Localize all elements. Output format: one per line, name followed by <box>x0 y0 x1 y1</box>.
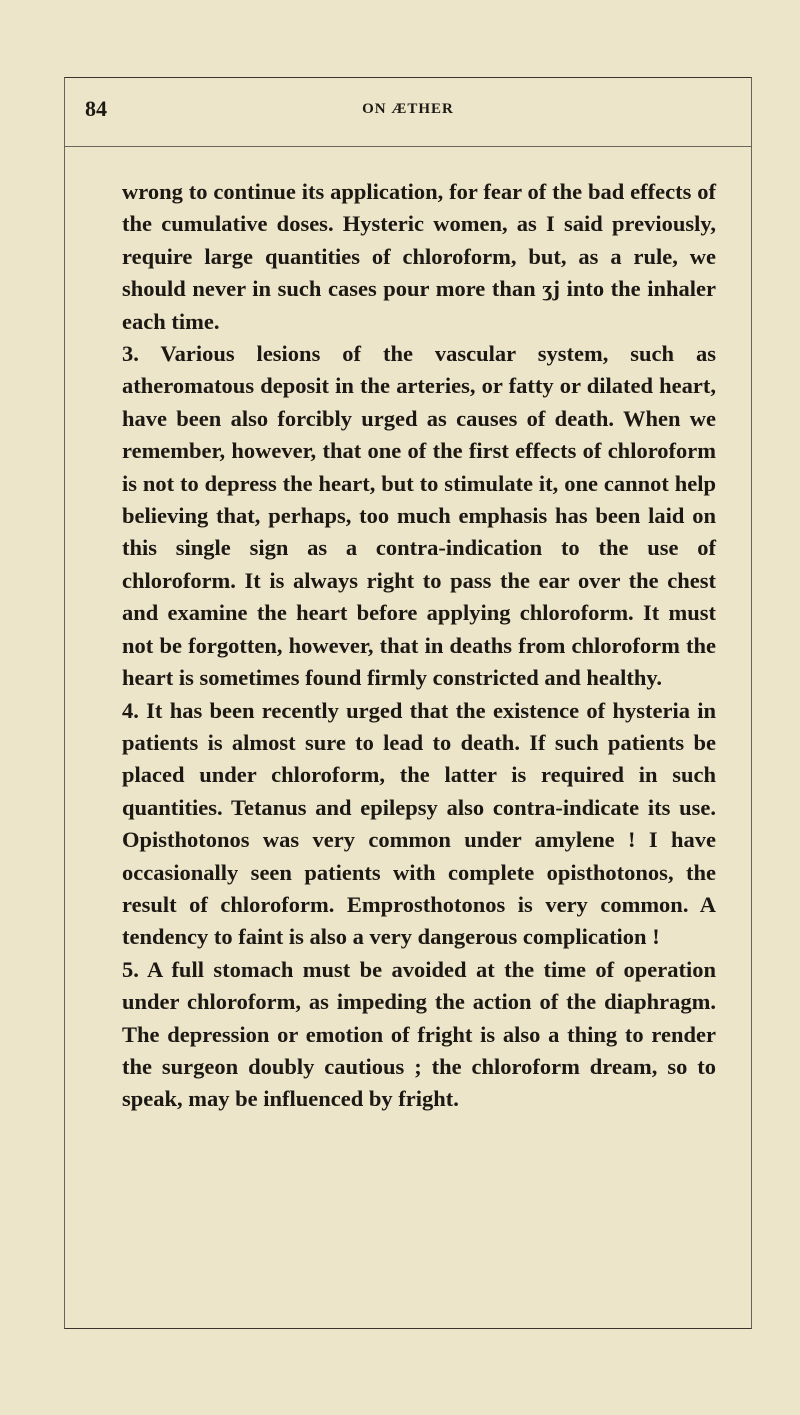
page-header <box>65 96 751 126</box>
body-text <box>122 176 716 1116</box>
paragraph-3: 3. Various lesions of the vascular system, such as atheromatous deposit in the arteries, or fatty or dilated heart, have been also forcibly urged as causes of death. When we remember, however, that one of the first effects of chloroform is not to depress the heart, but to stimulate it, one cannot help believing that, perhaps, too much emphasis has been laid on this single sign as a contra-indication to the use of chloroform. It is always right to pass the ear over the chest and examine the heart before applying chloroform. It must not be forgotten, however, that in deaths from chloroform the heart is sometimes found firmly constricted and healthy. <box>122 341 716 691</box>
paragraph-4: 4. It has been recently urged that the existence of hysteria in patients is almost sure to lead to death. If such patients be placed under chloroform, the latter is required in such quantities. Tetanus and epilepsy also contra-indicate its use. Opisthotonos was very common under amylene ! I have occasionally seen patients with complete opisthotonos, the result of chloroform. Emprosthotonos is very common. A tendency to faint is also a very dangerous complication ! <box>122 697 716 950</box>
header-rule <box>65 146 751 147</box>
running-head: ON ÆTHER <box>362 101 454 117</box>
book-page <box>64 77 752 1329</box>
paragraph-5: 5. A full stomach must be avoided at the time of operation under chloroform, as impeding the action of the diaphragm. The depression or emotion of fright is also a thing to render the surgeon doubly cautious ; the chloroform dream, so to speak, may be influenced by fright. <box>122 956 716 1112</box>
paragraph-continuation: wrong to continue its application, for fear of the bad effects of the cumulative doses. Hysteric women, as I said previously, require large quantities of chloroform, but, as a rule, we should never in such cases pour more than ʒj into the inhaler each time. <box>122 179 716 334</box>
page-number: 84 <box>85 96 107 121</box>
